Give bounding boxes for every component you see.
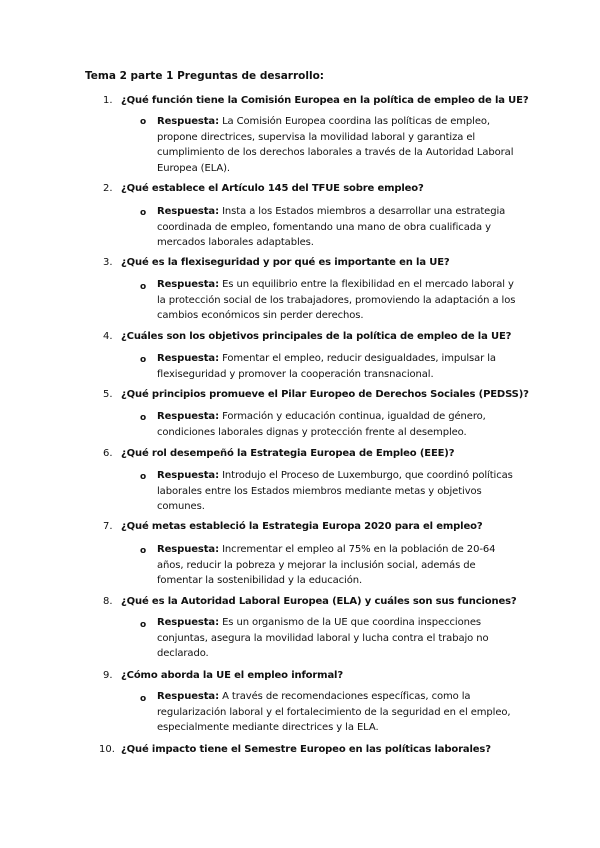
answer-text: Incrementar el empleo al 75% en la población de 20-64 años, reducir la pobreza y mejorar la inclusión social, además de fomentar la sostenibilidad y la educación. [157,544,496,586]
document-title: Tema 2 parte 1 Preguntas de desarrollo: [85,70,324,82]
answer-text: Formación y educación continua, igualdad de género, condiciones laborales dignas y protección frente al desempleo. [157,411,486,438]
question-text: ¿Qué es la flexiseguridad y por qué es importante en la UE? [121,257,450,268]
question-number: 6. [103,448,113,459]
question-number: 1. [103,95,113,106]
answer-label: Respuesta: [157,691,219,702]
question-number: 2. [103,183,113,194]
answer-label: Respuesta: [157,411,219,422]
question-number: 4. [103,331,113,342]
answer-text: La Comisión Europea coordina las políticas de empleo, propone directrices, supervisa la movilidad laboral y garantiza el cumplimiento de los derechos laborales a través de la Autoridad Laboral Europea (ELA). [157,116,514,174]
answer-text: Es un organismo de la UE que coordina inspecciones conjuntas, asegura la movilidad laboral y lucha contra el trabajo no declarado. [157,617,489,659]
question-text: ¿Qué establece el Artículo 145 del TFUE sobre empleo? [121,183,424,194]
answer-block [157,277,517,324]
answer-text: Insta a los Estados miembros a desarrollar una estrategia coordinada de empleo, fomentando una mano de obra cualificada y mercados laborales adaptables. [157,206,506,248]
question-number: 8. [103,596,113,607]
answer-label: Respuesta: [157,617,219,628]
bullet-icon: o [140,472,147,482]
answer-label: Respuesta: [157,353,219,364]
question-text: ¿Cómo aborda la UE el empleo informal? [121,670,343,681]
answer-label: Respuesta: [157,206,219,217]
answer-label: Respuesta: [157,544,219,555]
bullet-icon: o [140,620,147,630]
question-text: ¿Qué principios promueve el Pilar Europeo de Derechos Sociales (PEDSS)? [121,389,529,400]
bullet-icon: o [140,117,147,127]
answer-block [157,351,517,382]
answer-block [157,114,517,176]
bullet-icon: o [140,546,147,556]
bullet-icon: o [140,282,147,292]
question-text: ¿Qué rol desempeñó la Estrategia Europea de Empleo (EEE)? [121,448,455,459]
answer-text: Introdujo el Proceso de Luxemburgo, que coordinó políticas laborales entre los Estados miembros mediante metas y objetivos comunes. [157,470,513,512]
bullet-icon: o [140,208,147,218]
answer-block [157,204,517,251]
bullet-icon: o [140,694,147,704]
question-text: ¿Qué metas estableció la Estrategia Europa 2020 para el empleo? [121,521,483,532]
question-text: ¿Qué función tiene la Comisión Europea en la política de empleo de la UE? [121,95,529,106]
answer-block [157,409,517,440]
answer-text: A través de recomendaciones específicas, como la regularización laboral y el fortalecimiento de la seguridad en el empleo, especialmente mediante directrices y la ELA. [157,691,511,733]
answer-label: Respuesta: [157,116,219,127]
question-text: ¿Qué es la Autoridad Laboral Europea (ELA) y cuáles son sus funciones? [121,596,517,607]
answer-label: Respuesta: [157,279,219,290]
bullet-icon: o [140,413,147,423]
answer-block [157,615,517,662]
answer-block [157,689,517,736]
answer-text: Fomentar el empleo, reducir desigualdades, impulsar la flexiseguridad y promover la cooperación transnacional. [157,353,496,380]
answer-label: Respuesta: [157,470,219,481]
question-number: 5. [103,389,113,400]
answer-text: Es un equilibrio entre la flexibilidad en el mercado laboral y la protección social de los trabajadores, promoviendo la adaptación a los cambios económicos sin perder derechos. [157,279,516,321]
question-number: 3. [103,257,113,268]
question-number: 9. [103,670,113,681]
bullet-icon: o [140,355,147,365]
answer-block [157,542,517,589]
question-number: 7. [103,521,113,532]
question-text: ¿Qué impacto tiene el Semestre Europeo en las políticas laborales? [121,744,491,755]
answer-block [157,468,517,515]
question-text: ¿Cuáles son los objetivos principales de la política de empleo de la UE? [121,331,512,342]
question-number: 10. [99,744,115,755]
